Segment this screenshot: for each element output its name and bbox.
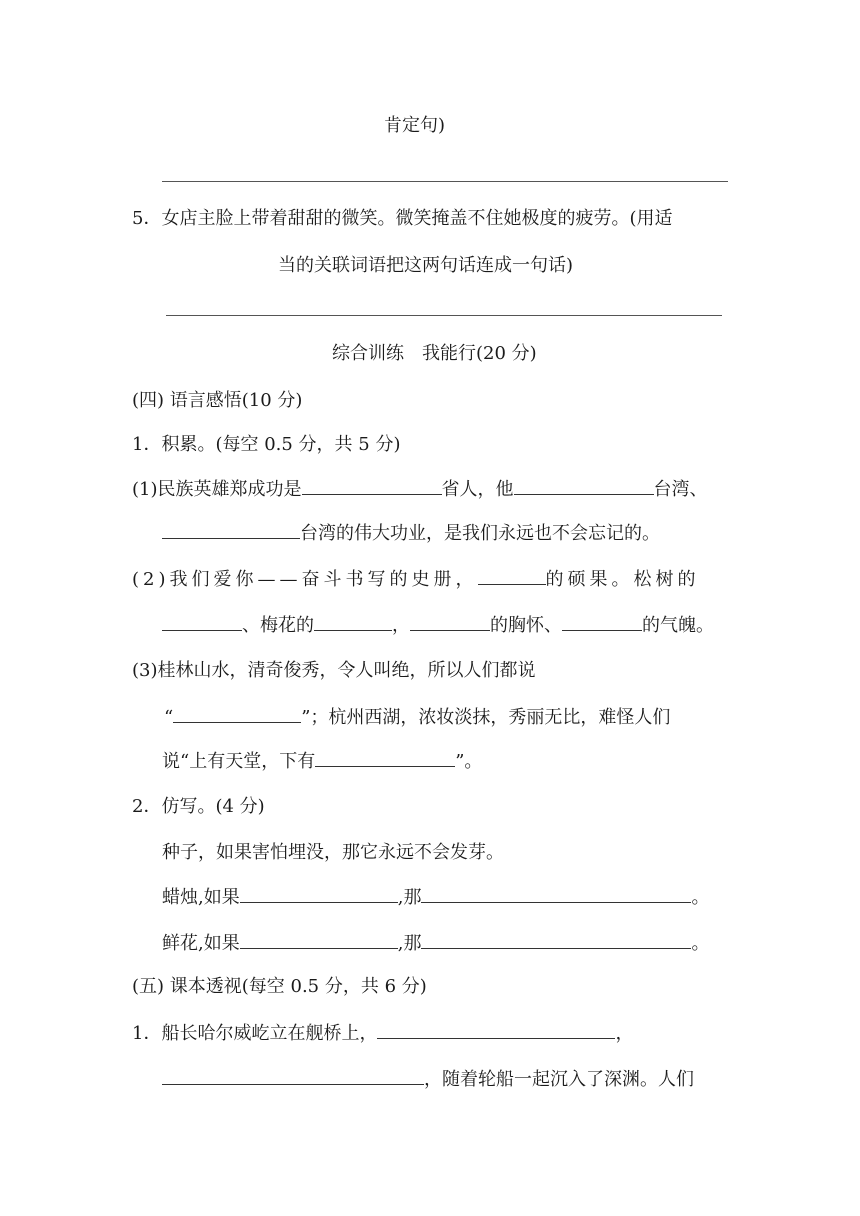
fill-blank[interactable] [478,566,546,585]
sub-question-3-line2 [164,704,670,731]
text: 鲜花,如果 [162,933,240,954]
text: 、梅花的 [242,615,314,636]
question-5-line2: 当的关联词语把这两句话连成一句话) [278,255,574,276]
sub-question-1-line2 [162,520,660,547]
example-sentence: 种子，如果害怕埋没，那它永远不会发芽。 [162,842,504,863]
sub-question-3-line1: (3)桂林山水，清奇俊秀，令人叫绝，所以人们都说 [132,660,536,681]
fill-blank[interactable] [377,1020,615,1039]
text: “ [164,707,174,728]
fill-blank[interactable] [240,930,398,949]
fill-blank[interactable] [302,476,442,495]
text: 台湾、 [653,479,708,500]
text: 说“上有天堂，下有 [162,751,316,772]
sub-question-3-line3 [162,748,482,775]
part-5-question-1-line2 [162,1066,694,1093]
question-2-title: 2．仿写。(4 分) [132,796,265,817]
question-1-title: 1．积累。(每空 0.5 分，共 5 分) [132,434,401,455]
fill-blank[interactable] [562,612,642,631]
fill-blank[interactable] [240,884,398,903]
fill-blank[interactable] [421,884,691,903]
fill-blank[interactable] [315,748,455,767]
text: 的气魄。 [642,615,714,636]
section-title: 综合训练 我能行(20 分) [332,343,537,364]
text: ”。 [455,751,483,772]
answer-hint-text: 肯定句) [384,115,446,136]
text: 台湾的伟大功业，是我们永远也不会忘记的。 [300,523,660,544]
part-5-question-1-line1 [132,1020,633,1047]
text: 蜡烛,如果 [162,887,240,908]
text: 。 [691,933,710,954]
part-5-heading: (五) 课本透视(每空 0.5 分，共 6 分) [132,976,427,997]
text: 的硕果。松树的 [545,569,700,590]
answer-line[interactable] [166,315,722,316]
fill-blank[interactable] [421,930,691,949]
answer-line[interactable] [162,181,728,182]
fill-blank[interactable] [410,612,490,631]
text: ,那 [397,933,422,954]
fill-blank[interactable] [314,612,392,631]
text: ，随着轮船一起沉入了深渊。人们 [424,1069,694,1090]
text: (2)我们爱你——奋斗书写的史册， [132,569,478,590]
sub-question-2-line2 [162,612,714,639]
fill-blank[interactable] [173,704,301,723]
imitation-line-1 [162,884,709,911]
text: 省人，他 [441,479,514,500]
text: 。 [691,887,710,908]
text: ， [392,615,410,636]
fill-blank[interactable] [162,1066,424,1085]
fill-blank[interactable] [162,612,242,631]
fill-blank[interactable] [514,476,654,495]
sub-question-2-line1 [132,566,700,593]
text: ”；杭州西湖，浓妆淡抹，秀丽无比，难怪人们 [301,707,671,728]
text: ， [615,1023,634,1044]
text: 的胸怀、 [490,615,562,636]
question-5-line1: 5．女店主脸上带着甜甜的微笑。微笑掩盖不住她极度的疲劳。(用适 [132,208,673,229]
fill-blank[interactable] [162,520,300,539]
text: 1．船长哈尔威屹立在舰桥上， [132,1023,378,1044]
text: (1)民族英雄郑成功是 [132,479,302,500]
sub-question-1-line1 [132,476,708,503]
imitation-line-2 [162,930,709,957]
text: ,那 [397,887,422,908]
part-4-heading: (四) 语言感悟(10 分) [132,390,303,411]
